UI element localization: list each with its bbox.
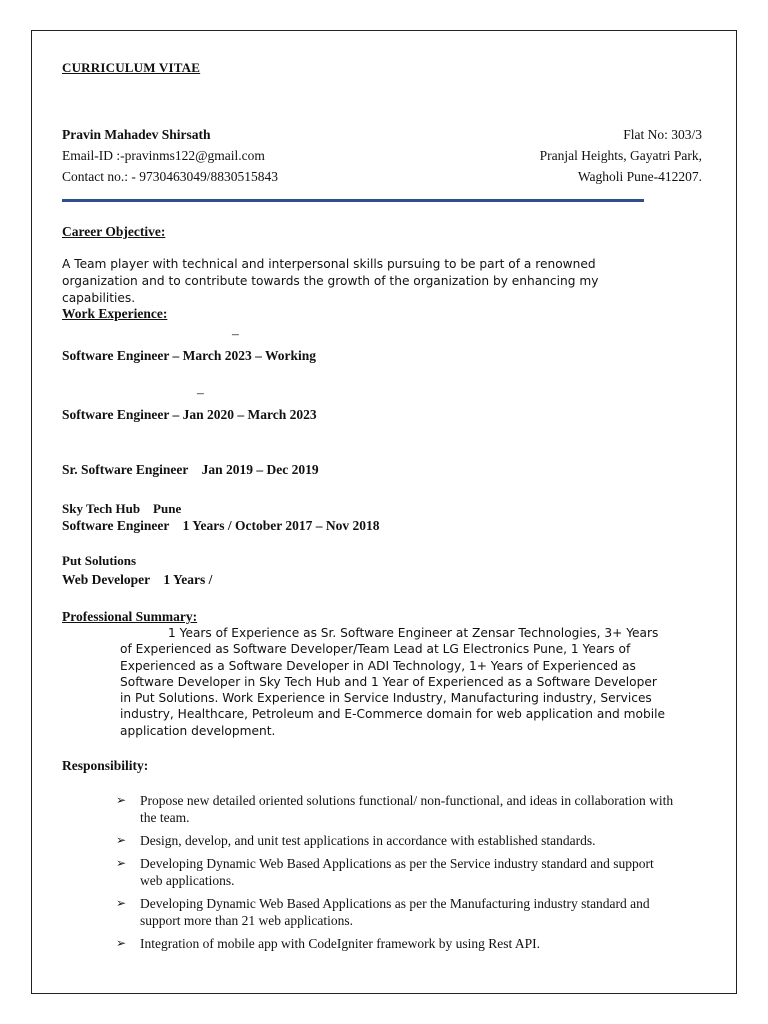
professional-summary-heading: Professional Summary:	[62, 609, 198, 624]
professional-summary-body: 1 Years of Experience as Sr. Software Engineer at Zensar Technologies, 3+ Years of Experienced as Software Developer/Team Lead at LG Electronics Pune, 1 Years of Experienced as a Software Developer in ADI Technology, 1+ Years of Experienced as Software Developer in Sky Tech Hub and 1 Year of Experienced as a Software Developer in Put Solutions. Work Experience in Service Industry, Manufacturing industry, Services industry, Healthcare, Petroleum and E-Commerce domain for web application and mobile application development.	[120, 626, 665, 738]
job-entry-1: Software Engineer – March 2023 – Working	[62, 348, 317, 363]
header-divider	[62, 199, 644, 202]
responsibility-heading: Responsibility:	[62, 758, 149, 773]
address-line-3: Wagholi Pune-412207.	[577, 169, 702, 184]
list-item	[116, 832, 676, 849]
document-title: CURRICULUM VITAE	[62, 60, 201, 75]
address-line-1: Flat No: 303/3	[623, 127, 702, 142]
list-item	[116, 855, 676, 889]
dash-mark-2: –	[197, 385, 204, 400]
contact-line: Contact no.: - 9730463049/8830515843	[62, 169, 278, 184]
job-entry-4: Software Engineer 1 Years / October 2017 – Nov 2018	[62, 518, 380, 533]
professional-summary-text	[120, 625, 668, 739]
list-item-text: Integration of mobile app with CodeIgniter framework by using Rest API.	[140, 936, 541, 951]
job-entry-2: Software Engineer – Jan 2020 – March 2023	[62, 407, 317, 422]
list-item	[116, 935, 676, 952]
list-item-text: Developing Dynamic Web Based Applications as per the Service industry standard and support web applications.	[140, 856, 654, 888]
career-objective-text: A Team player with technical and interpersonal skills pursuing to be part of a renowned organization and to contribute towards the growth of the organization by enhancing my capabilities.	[62, 257, 599, 305]
address-line-2: Pranjal Heights, Gayatri Park,	[539, 148, 702, 163]
email-line: Email-ID :-pravinms122@gmail.com	[62, 148, 265, 163]
arrow-bullet-icon: ➢	[116, 856, 127, 870]
arrow-bullet-icon: ➢	[116, 833, 127, 847]
company-4: Sky Tech Hub Pune	[62, 501, 182, 516]
arrow-bullet-icon: ➢	[116, 896, 127, 910]
list-item-text: Propose new detailed oriented solutions functional/ non-functional, and ideas in collaboration with the team.	[140, 793, 674, 825]
responsibility-list	[116, 792, 676, 958]
career-objective-heading: Career Objective:	[62, 224, 166, 239]
dash-mark-1: –	[232, 326, 239, 341]
list-item-text: Design, develop, and unit test applications in accordance with established standards.	[140, 833, 596, 848]
company-5: Put Solutions	[62, 553, 137, 568]
list-item-text: Developing Dynamic Web Based Applications as per the Manufacturing industry standard and support more than 21 web applications.	[140, 896, 650, 928]
job-entry-5: Web Developer 1 Years /	[62, 572, 213, 587]
job-entry-3: Sr. Software Engineer Jan 2019 – Dec 2019	[62, 462, 319, 477]
arrow-bullet-icon: ➢	[116, 936, 127, 950]
list-item	[116, 792, 676, 826]
list-item	[116, 895, 676, 929]
arrow-bullet-icon: ➢	[116, 793, 127, 807]
work-experience-heading: Work Experience:	[62, 306, 168, 321]
candidate-name: Pravin Mahadev Shirsath	[62, 127, 211, 142]
